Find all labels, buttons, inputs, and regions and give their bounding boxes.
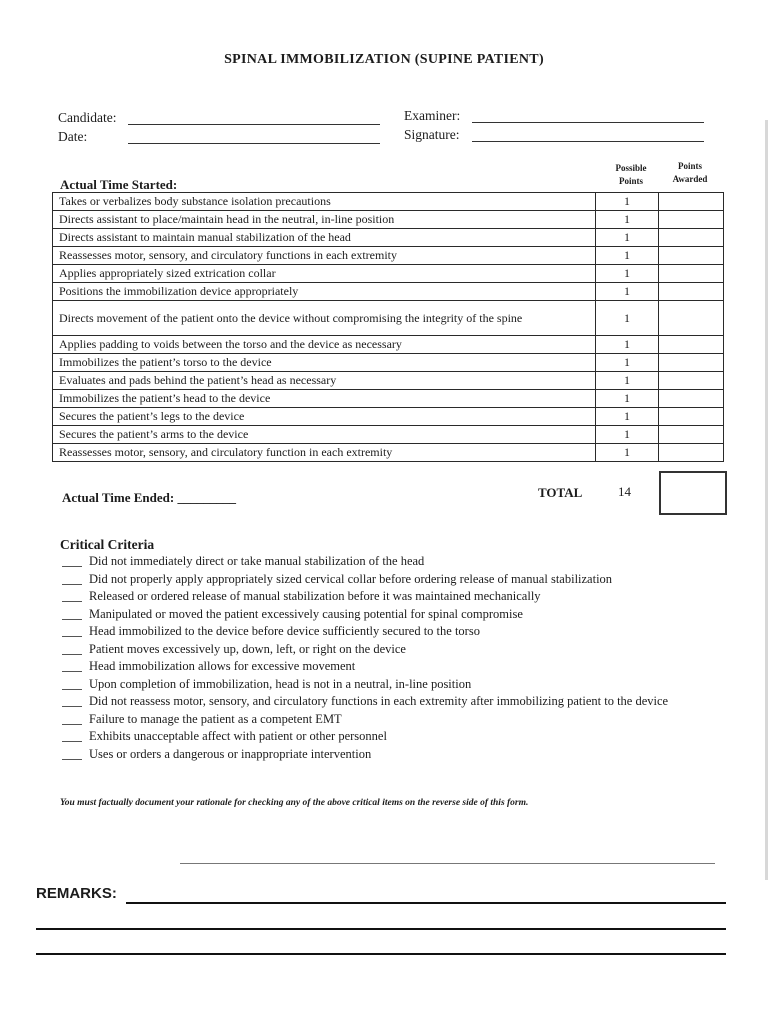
critical-criteria-item — [62, 676, 712, 694]
possible-points-header: Possible Points — [615, 163, 647, 186]
remarks-line-3[interactable] — [36, 953, 726, 955]
examiner-label: Examiner: — [404, 108, 461, 123]
checklist-item-text: Evaluates and pads behind the patient’s head as necessary — [53, 372, 596, 390]
checklist-table — [52, 192, 724, 462]
points-awarded-header: Points Awarded — [672, 161, 708, 184]
points-awarded-cell[interactable] — [659, 444, 724, 462]
points-awarded-cell[interactable] — [659, 265, 724, 283]
checklist-item-text: Directs assistant to maintain manual stabilization of the head — [53, 229, 596, 247]
critical-criteria-title: Critical Criteria — [60, 537, 155, 552]
critical-checkbox-blank[interactable] — [62, 711, 82, 725]
critical-criteria-item — [62, 588, 712, 606]
critical-checkbox-blank[interactable] — [62, 606, 82, 620]
points-awarded-cell[interactable] — [659, 229, 724, 247]
checklist-row — [53, 229, 724, 247]
critical-criteria-text: Exhibits unacceptable affect with patient or other personnel — [89, 729, 387, 743]
form-title: SPINAL IMMOBILIZATION (SUPINE PATIENT) — [224, 52, 544, 67]
possible-points-cell: 1 — [596, 408, 659, 426]
candidate-label: Candidate: — [58, 110, 117, 125]
candidate-line — [128, 124, 380, 125]
critical-criteria-text: Upon completion of immobilization, head is not in a neutral, in-line position — [89, 676, 472, 691]
examiner-line — [472, 122, 704, 123]
points-awarded-cell[interactable] — [659, 354, 724, 372]
date-label: Date: — [58, 129, 88, 144]
critical-criteria-item — [62, 711, 712, 729]
points-awarded-cell[interactable] — [659, 211, 724, 229]
possible-points-cell: 1 — [596, 247, 659, 265]
critical-checkbox-blank[interactable] — [62, 641, 82, 655]
checklist-item-text: Applies appropriately sized extrication collar — [53, 265, 596, 283]
possible-points-cell: 1 — [596, 193, 659, 211]
points-awarded-cell[interactable] — [659, 372, 724, 390]
checklist-row — [53, 301, 724, 336]
possible-points-cell: 1 — [596, 229, 659, 247]
checklist-item-text: Takes or verbalizes body substance isolation precautions — [53, 193, 596, 211]
checklist-row — [53, 444, 724, 462]
time-ended-label: Actual Time Ended: _________ — [62, 490, 236, 505]
critical-criteria-item — [62, 623, 712, 641]
checklist-item-text: Directs movement of the patient onto the device without compromising the integrity of the spine — [53, 301, 596, 336]
critical-criteria-list — [62, 553, 712, 763]
checklist-item-text: Immobilizes the patient’s torso to the device — [53, 354, 596, 372]
points-awarded-cell[interactable] — [659, 283, 724, 301]
checklist-row — [53, 211, 724, 229]
checklist-row — [53, 193, 724, 211]
critical-criteria-text: Did not reassess motor, sensory, and circulatory functions in each extremity after immobilizing patient to the device — [89, 694, 669, 708]
points-awarded-cell[interactable] — [659, 247, 724, 265]
time-started-label: Actual Time Started: — [60, 177, 178, 192]
checklist-row — [53, 265, 724, 283]
checklist-item-text: Reassesses motor, sensory, and circulatory function in each extremity — [53, 444, 596, 462]
checklist-item-text: Secures the patient’s legs to the device — [53, 408, 596, 426]
remarks-line-2[interactable] — [36, 928, 726, 930]
critical-criteria-text: Manipulated or moved the patient excessively causing potential for spinal compromise — [89, 606, 523, 621]
bottom-signature-line — [180, 863, 715, 864]
checklist-row — [53, 408, 724, 426]
possible-points-cell: 1 — [596, 444, 659, 462]
points-awarded-cell[interactable] — [659, 193, 724, 211]
checklist-row — [53, 426, 724, 444]
possible-points-cell: 1 — [596, 354, 659, 372]
remarks-line-1[interactable] — [126, 902, 726, 904]
critical-checkbox-blank[interactable] — [62, 693, 82, 707]
possible-points-cell: 1 — [596, 390, 659, 408]
points-awarded-cell[interactable] — [659, 336, 724, 354]
checklist-row — [53, 336, 724, 354]
possible-points-cell: 1 — [596, 426, 659, 444]
critical-checkbox-blank[interactable] — [62, 588, 82, 602]
signature-label: Signature: — [404, 127, 460, 142]
critical-checkbox-blank[interactable] — [62, 571, 82, 585]
candidate-field — [58, 110, 116, 126]
critical-criteria-item — [62, 606, 712, 624]
checklist-item-text: Applies padding to voids between the torso and the device as necessary — [53, 336, 596, 354]
examiner-field — [404, 108, 460, 124]
critical-criteria-text: Head immobilized to the device before device sufficiently secured to the torso — [89, 624, 480, 638]
remarks-label — [36, 885, 117, 902]
checklist-item-text: Immobilizes the patient’s head to the device — [53, 390, 596, 408]
footnote: You must factually document your rationale for checking any of the above critical items on the reverse side of this form. — [60, 798, 529, 808]
critical-criteria-text: Did not properly apply appropriately sized cervical collar before ordering release of manual stabilization — [89, 571, 613, 586]
possible-points-cell: 1 — [596, 265, 659, 283]
critical-criteria-text: Head immobilization allows for excessive movement — [89, 659, 356, 673]
critical-criteria-text: Released or ordered release of manual stabilization before it was maintained mechanically — [89, 589, 541, 603]
total-awarded-box[interactable] — [659, 471, 727, 515]
critical-criteria-item — [62, 728, 712, 746]
critical-criteria-text: Patient moves excessively up, down, left, or right on the device — [89, 641, 406, 656]
remarks-label-text: REMARKS: — [36, 885, 117, 902]
possible-points-cell: 1 — [596, 301, 659, 336]
critical-criteria-item — [62, 693, 712, 711]
checklist-item-text: Directs assistant to place/maintain head in the neutral, in-line position — [53, 211, 596, 229]
points-awarded-cell[interactable] — [659, 426, 724, 444]
critical-checkbox-blank[interactable] — [62, 623, 82, 637]
total-label: TOTAL — [538, 485, 583, 500]
total-value: 14 — [618, 484, 631, 499]
possible-points-cell: 1 — [596, 372, 659, 390]
critical-criteria-text: Failure to manage the patient as a competent EMT — [89, 711, 342, 726]
possible-points-cell: 1 — [596, 336, 659, 354]
possible-points-cell: 1 — [596, 283, 659, 301]
checklist-row — [53, 283, 724, 301]
points-awarded-cell[interactable] — [659, 408, 724, 426]
points-awarded-cell[interactable] — [659, 390, 724, 408]
checklist-row — [53, 247, 724, 265]
checklist-row — [53, 390, 724, 408]
possible-points-cell: 1 — [596, 211, 659, 229]
signature-field — [404, 127, 460, 143]
checklist-item-text: Positions the immobilization device appropriately — [53, 283, 596, 301]
critical-criteria-text: Uses or orders a dangerous or inappropriate intervention — [89, 746, 372, 761]
critical-checkbox-blank[interactable] — [62, 658, 82, 672]
critical-criteria-item — [62, 641, 712, 659]
critical-checkbox-blank[interactable] — [62, 746, 82, 760]
critical-checkbox-blank[interactable] — [62, 728, 82, 742]
critical-criteria-item — [62, 553, 712, 571]
checklist-row — [53, 372, 724, 390]
critical-checkbox-blank[interactable] — [62, 676, 82, 690]
points-awarded-cell[interactable] — [659, 301, 724, 336]
date-line — [128, 143, 380, 144]
critical-criteria-item — [62, 571, 712, 589]
checklist-item-text: Reassesses motor, sensory, and circulatory functions in each extremity — [53, 247, 596, 265]
critical-criteria-text: Did not immediately direct or take manual stabilization of the head — [89, 554, 425, 568]
critical-criteria-item — [62, 746, 712, 764]
critical-criteria-item — [62, 658, 712, 676]
date-field — [58, 129, 87, 145]
checklist-item-text: Secures the patient’s arms to the device — [53, 426, 596, 444]
signature-line — [472, 141, 704, 142]
critical-checkbox-blank[interactable] — [62, 553, 82, 567]
checklist-row — [53, 354, 724, 372]
